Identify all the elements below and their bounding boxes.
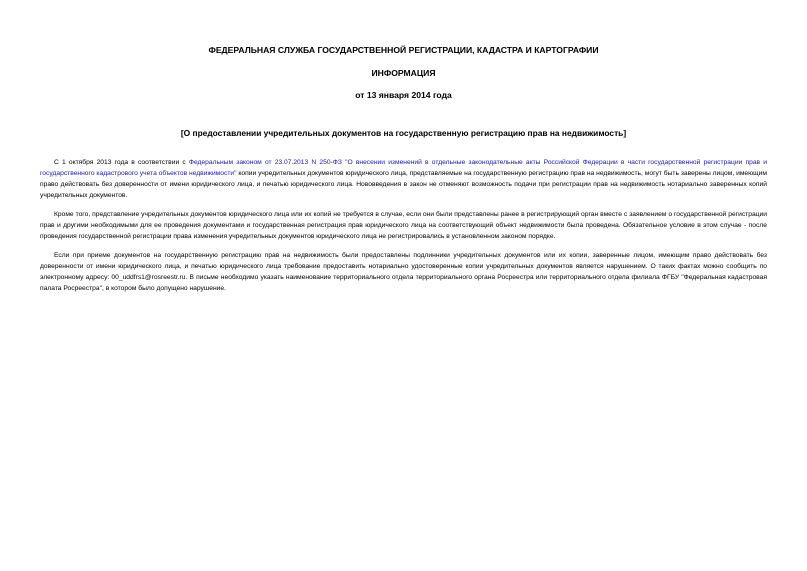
paragraph-2: Кроме того, представление учредительных документов юридического лица или их копий не требуется в случае, если они были представлены ранее в регистрирующий орган вместе с заявлением о государственной регистрации прав и другими необходимыми для ее проведения документами и государственная регистрация прав юридического лица на соответствующий объект недвижимости была проведена. Обязательное условие в этом случае - после проведения государственной регистрации права изменения учредительных документов юридического лица не регистрировались в установленном законом порядке.: [40, 211, 767, 240]
document-title: [О предоставлении учредительных документов на государственную регистрацию прав на недвижимость]: [180, 128, 627, 138]
paragraph-3: Если при приеме документов на государственную регистрацию прав на недвижимость были предоставлены подлинники учредительных документов или их копии, заверенные лицом, имеющим право действовать без доверенности от имени юридического лица, и печатью юридического лица требование предоставить нотариально удостоверенные копии учредительных документов является нарушением. О таких фактах можно сообщить по электронному адресу: 00_uddfrs1@rosreestr.ru. В письме необходимо указать наименование территориального отдела территориального органа Росреестра или территориального отдела филиала ФГБУ "Федеральная кадастровая палата Росреестра", в котором было допущено нарушение.: [40, 252, 767, 292]
document-type-heading: ИНФОРМАЦИЯ: [371, 68, 436, 78]
organization-heading: ФЕДЕРАЛЬНАЯ СЛУЖБА ГОСУДАРСТВЕННОЙ РЕГИСТРАЦИИ, КАДАСТРА И КАРТОГРАФИИ: [208, 45, 599, 55]
paragraph-1: [40, 157, 767, 201]
paragraph-1-rest: копии учредительных документов юридического лица, представляемые на государственную регистрацию прав на недвижимость, могут быть заверены лицом, имеющим право действовать без доверенности от имени юридического лица, и печатью юридического лица. Нововведения в закон не отменяют возможность подачи при регистрации прав на недвижимость нотариально заверенных копий учредительных документов.: [40, 170, 767, 199]
federal-law-link[interactable]: Федеральным законом от 23.07.2013 N 250-ФЗ "О внесении изменений в отдельные законодательные акты Российской Федерации в части государственной регистрации прав и государственного кадастрового учета объектов недвижимости": [40, 159, 767, 177]
document-date: от 13 января 2014 года: [355, 90, 452, 100]
paragraph-1-intro: С 1 октября 2013 года в соответствии с: [54, 159, 189, 166]
